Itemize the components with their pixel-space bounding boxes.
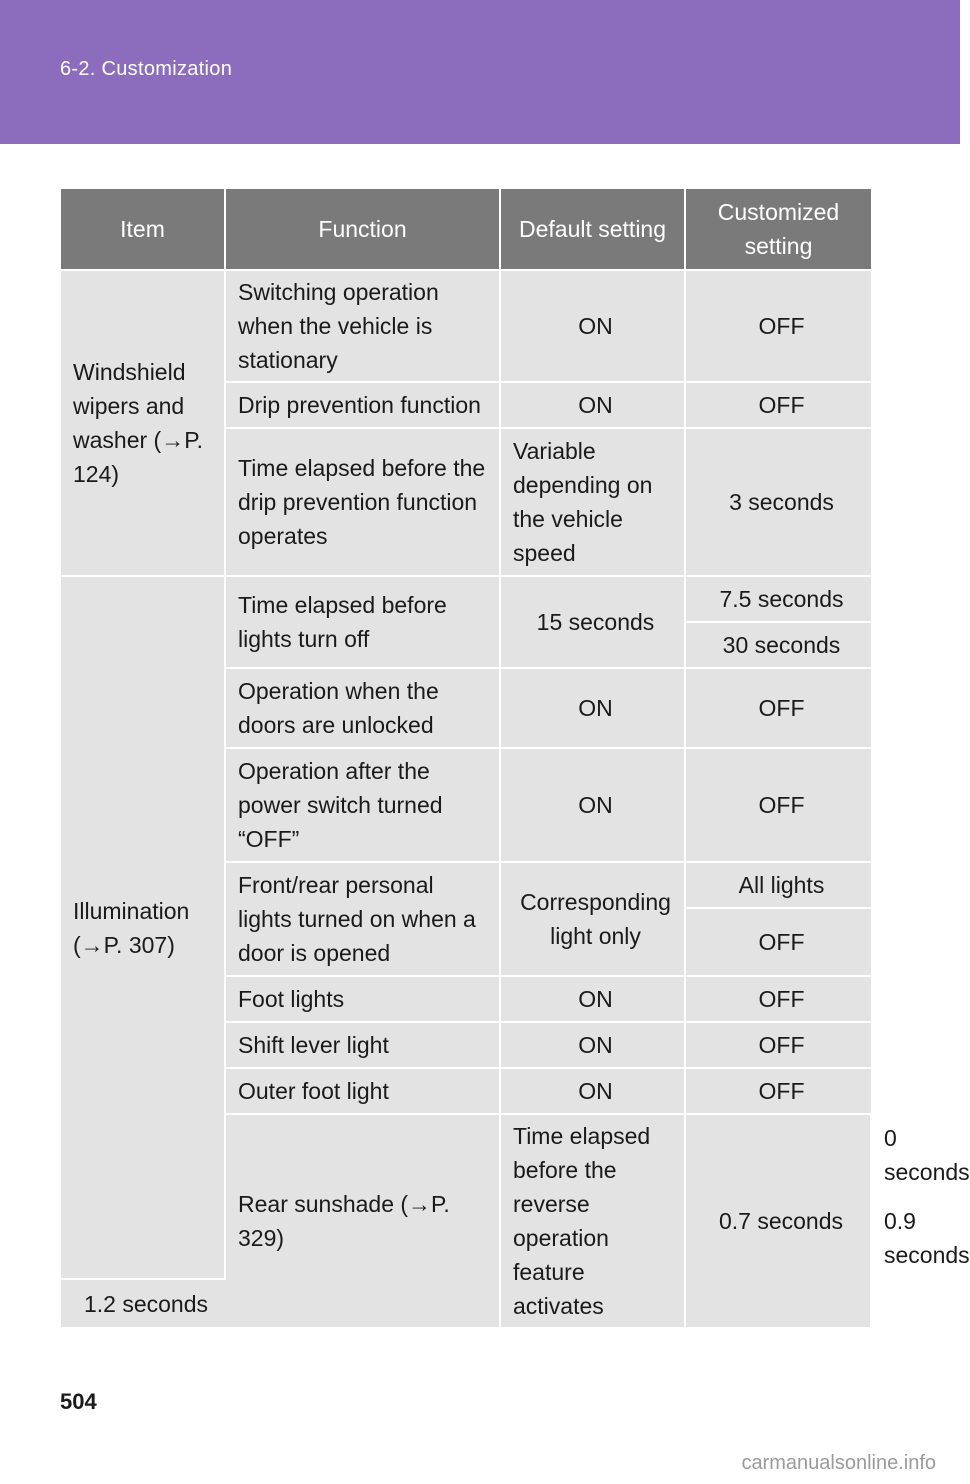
customized-cell: 30 seconds (685, 622, 871, 668)
column-header-item: Item (61, 189, 225, 270)
function-cell: Time elapsed before the reverse operation feature activates (500, 1114, 685, 1328)
table-row (61, 270, 871, 382)
default-cell: ON (500, 1022, 685, 1068)
page-number: 504 (60, 1389, 97, 1414)
default-cell: ON (500, 668, 685, 748)
customized-cell: 3 seconds (685, 428, 871, 576)
table-row: 0.9 seconds (884, 1207, 970, 1268)
function-cell: Switching operation when the vehicle is stationary (225, 270, 500, 382)
customized-cell: 7.5 seconds (685, 576, 871, 622)
default-cell: ON (500, 976, 685, 1022)
column-header-customized: Customized setting (685, 189, 871, 270)
column-header-default: Default setting (500, 189, 685, 270)
table-header-row (61, 189, 871, 270)
table-row (61, 576, 871, 622)
default-cell: ON (500, 748, 685, 862)
function-cell: Shift lever light (225, 1022, 500, 1068)
customized-cell: 1.2 seconds (61, 1279, 225, 1328)
function-cell: Foot lights (225, 976, 500, 1022)
default-cell: 15 seconds (500, 576, 685, 668)
table-row: Rear sunshade (→P. 329) Time elapsed before the reverse operation feature activates 0.7 seconds 0 seconds (61, 1114, 871, 1197)
customized-cell: OFF (685, 1068, 871, 1114)
default-cell: ON (500, 1068, 685, 1114)
customization-table (61, 189, 970, 1329)
customized-cell: OFF (685, 1022, 871, 1068)
section-title: 6-2. Customization (60, 58, 233, 80)
customized-cell: OFF (685, 908, 871, 976)
function-cell: Operation after the power switch turned “OFF” (225, 748, 500, 862)
item-windshield: Windshield wipers and washer (→P. 124) (61, 270, 225, 576)
item-rear-sunshade: Rear sunshade (→P. 329) (225, 1114, 500, 1328)
page-header (0, 0, 960, 144)
customized-cell: OFF (685, 382, 871, 428)
customized-cell: OFF (685, 668, 871, 748)
function-cell: Time elapsed before lights turn off (225, 576, 500, 668)
function-cell: Drip prevention function (225, 382, 500, 428)
item-illumination: Illumination (→P. 307) (61, 576, 225, 1279)
default-cell: ON (500, 270, 685, 382)
function-cell: Outer foot light (225, 1068, 500, 1114)
default-cell: Corresponding light only (500, 862, 685, 976)
column-header-function: Function (225, 189, 500, 270)
default-cell: ON (500, 382, 685, 428)
customized-cell: OFF (685, 748, 871, 862)
customized-cell: OFF (685, 976, 871, 1022)
customized-cell: All lights (685, 862, 871, 908)
function-cell: Time elapsed before the drip prevention function operates (225, 428, 500, 576)
function-cell: Front/rear personal lights turned on when a door is opened (225, 862, 500, 976)
default-cell: Variable depending on the vehicle speed (500, 428, 685, 576)
watermark: carmanualsonline.info (741, 1452, 936, 1474)
customized-cell: OFF (685, 270, 871, 382)
default-cell: 0.7 seconds (685, 1114, 871, 1328)
function-cell: Operation when the doors are unlocked (225, 668, 500, 748)
